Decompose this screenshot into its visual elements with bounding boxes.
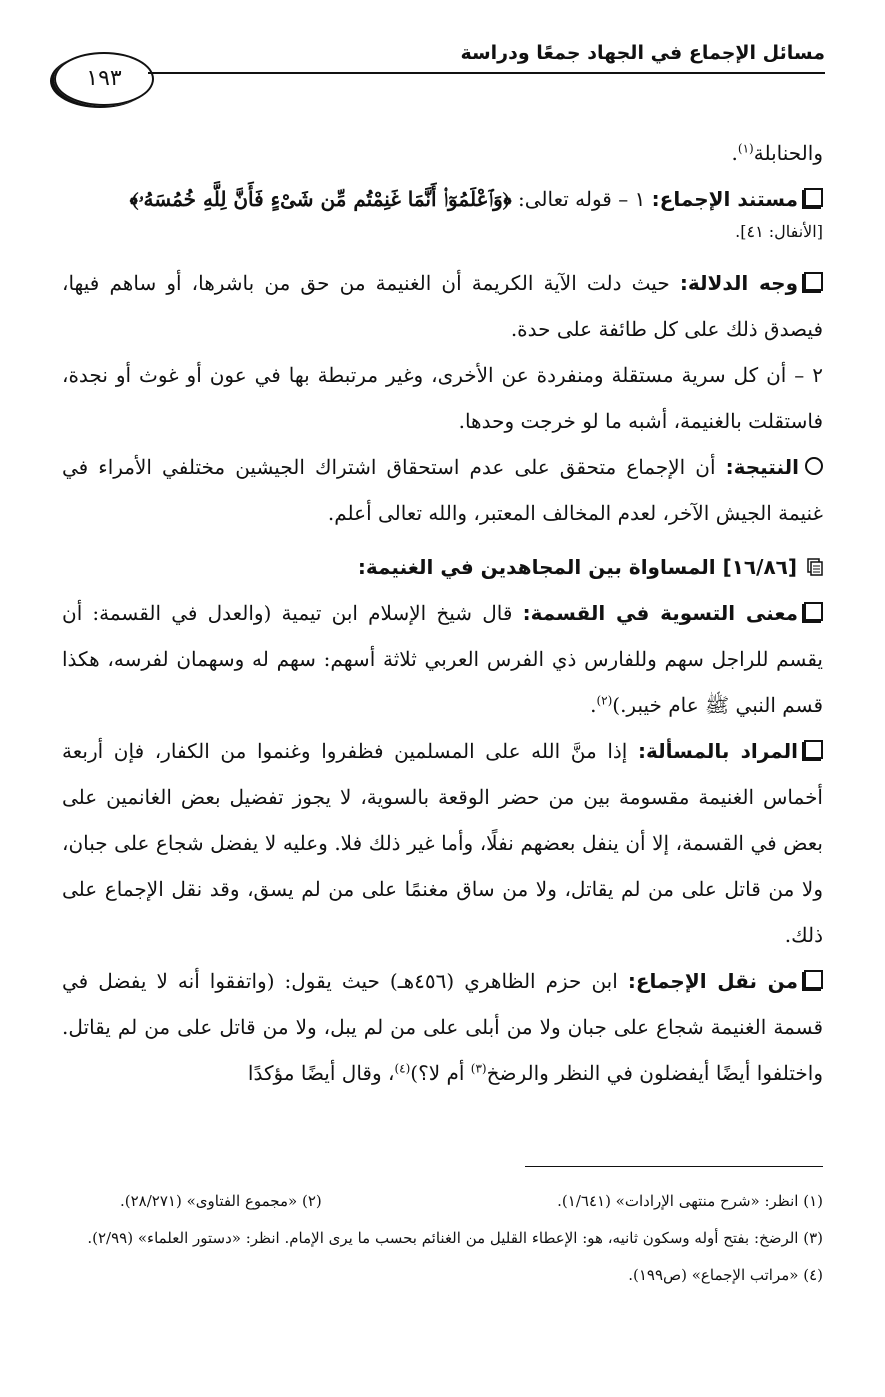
paragraph-result	[62, 444, 823, 536]
paragraph-continuation	[62, 130, 823, 176]
text-span: قال شيخ الإسلام ابن تيمية (والعدل في القسمة: أن يقسم للراجل سهم وللفارس ذي الفرس العربي ثلاثة أسهم: سهم له وسهمان لفرسه، هكذا قسم النبي ﷺ عام خيبر.)	[62, 601, 823, 717]
page-number: ١٩٣	[54, 52, 154, 106]
text-span: حيث دلت الآية الكريمة أن الغنيمة من حق من باشرها، أو ساهم فيها، فيصدق ذلك على كل طائفة على حدة.	[62, 271, 823, 341]
footnote-ref-1: (١)	[737, 141, 754, 156]
footnotes	[60, 1182, 823, 1294]
paragraph-evidence	[62, 176, 823, 222]
verse-reference: [الأنفال: ٤١].	[735, 222, 823, 241]
footnote-ref-4: (٤)	[394, 1061, 411, 1076]
square-bullet-icon	[804, 740, 823, 759]
footnote-row	[60, 1182, 823, 1220]
text-span: .	[731, 141, 738, 165]
main-text	[62, 130, 823, 1096]
text-span: ابن حزم الظاهري (٤٥٦هـ) حيث يقول: (واتفقوا أنه لا يفضل في قسمة الغنيمة شجاع على جبان ولا من أبلى على من لم يبل، ولا من قاتل على من لم يقاتل. واختلفوا أيضًا أيفضلون في النظر والرضخ	[62, 969, 823, 1085]
lead-label: المراد بالمسألة:	[638, 739, 799, 763]
text-span: أن الإجماع متحقق على عدم استحقاق اشتراك الجيشين مختلفي الأمراء في غنيمة الجيش الآخر، لعدم المخالف المعتبر، والله تعالى أعلم.	[62, 455, 823, 525]
square-bullet-icon	[804, 188, 823, 207]
footnote-4: (٤) «مراتب الإجماع» (ص١٩٩).	[628, 1266, 823, 1284]
paragraph-indication	[62, 260, 823, 352]
text-span: والحنابلة	[753, 141, 823, 165]
lead-label: معنى التسوية في القسمة:	[522, 601, 798, 625]
paragraph-second-point: ٢ – أن كل سرية مستقلة ومنفردة عن الأخرى، وغير مرتبطة بها في عون أو غوث أو نجدة، فاستقلت بالغنيمة، أشبه ما لو خرجت وحدها.	[62, 363, 823, 433]
quran-verse: ﴿وَٱعْلَمُوٓا۟ أَنَّمَا غَنِمْتُم مِّن شَىْءٍ فَأَنَّ لِلَّهِ خُمُسَهُۥ﴾	[129, 187, 512, 211]
footnote-1: (١) انظر: «شرح منتهى الإرادات» (١/٦٤١).	[557, 1192, 823, 1210]
text-span: إذا منَّ الله على المسلمين فظفروا وغنموا من الكفار، فإن أربعة أخماس الغنيمة مقسومة بين من حضر الوقعة بالسوية، لا يجوز تفضيل بعض الغانمين على بعض في القسمة، إلا أن ينفل بعضهم نفلًا، وأما غير ذلك فلا. وعليه لا يفضل شجاع على جبان، ولا من قاتل على من لم يقاتل، ولا من ساق مغنمًا على من لم يسق، وقد نقل الإجماع على ذلك.	[62, 739, 823, 947]
text-span: .	[590, 693, 597, 717]
lead-label: من نقل الإجماع:	[627, 969, 798, 993]
text-span: ، وقال أيضًا مؤكدًا	[247, 1061, 395, 1085]
page-header	[48, 38, 825, 108]
documents-icon	[807, 558, 823, 576]
square-bullet-icon	[804, 970, 823, 989]
square-bullet-icon	[804, 602, 823, 621]
paragraph-intended	[62, 728, 823, 958]
lead-label: وجه الدلالة:	[679, 271, 798, 295]
paragraph-transmitters	[62, 958, 823, 1096]
section-heading	[62, 544, 823, 590]
header-rule	[148, 72, 825, 74]
circle-bullet-icon	[805, 457, 823, 475]
paragraph-meaning	[62, 590, 823, 728]
running-title: مسائل الإجماع في الجهاد جمعًا ودراسة	[460, 42, 825, 64]
footnote-separator	[525, 1166, 823, 1167]
footnote-ref-3: (٣)	[470, 1061, 487, 1076]
lead-label: النتيجة:	[725, 455, 799, 479]
text-span: أم لا؟)	[410, 1061, 471, 1085]
lead-label: مستند الإجماع:	[651, 187, 798, 211]
square-bullet-icon	[804, 272, 823, 291]
footnote-3: (٣) الرضخ: بفتح أوله وسكون ثانيه، هو: الإعطاء القليل من الغنائم بحسب ما يرى الإمام. انظر: «دستور العلماء» (٢/٩٩).	[87, 1229, 823, 1247]
section-heading-text: [١٦/٨٦] المساواة بين المجاهدين في الغنيمة:	[357, 555, 797, 579]
footnote-ref-2: (٢)	[596, 693, 613, 708]
footnote-2: (٢) «مجموع الفتاوى» (٢٨/٢٧١).	[120, 1192, 322, 1210]
text-span: ١ – قوله تعالى:	[511, 187, 652, 211]
